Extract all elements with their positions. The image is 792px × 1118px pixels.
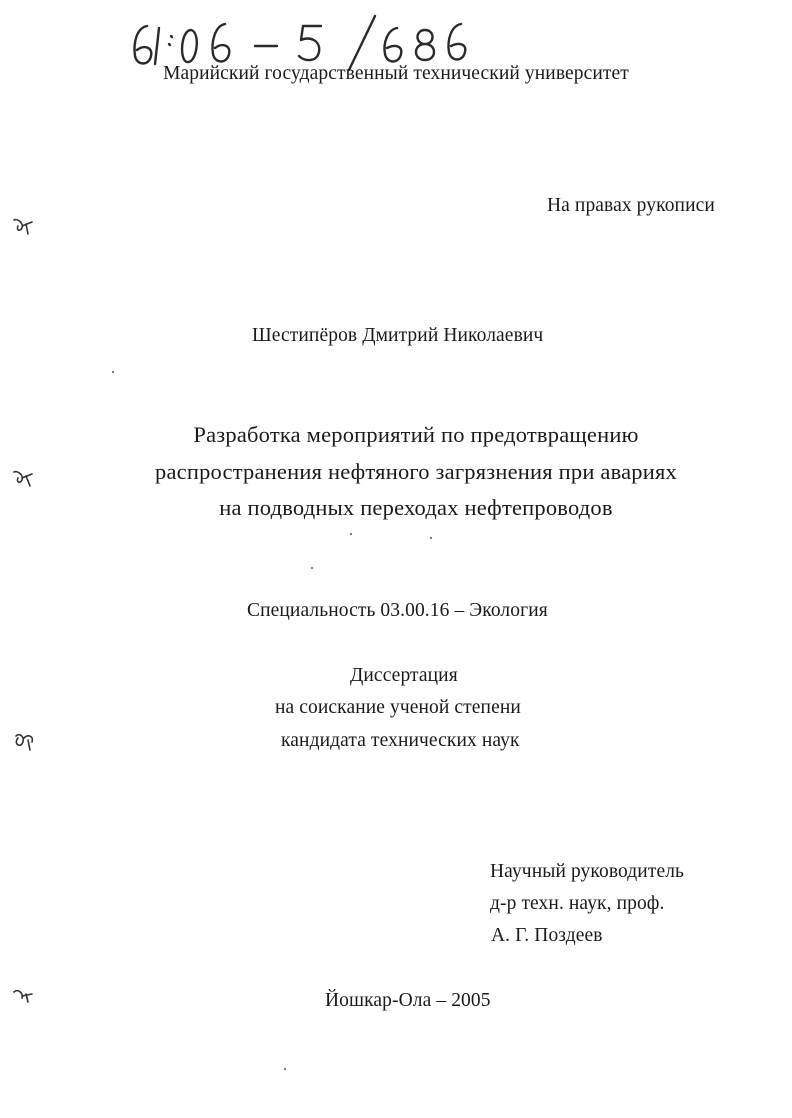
author-name: Шестипёров Дмитрий Николаевич xyxy=(252,325,544,346)
title-line-3: на подводных переходах нефтепроводов xyxy=(219,495,613,520)
margin-scan-mark xyxy=(8,984,38,1008)
advisor-line-2: д-р техн. наук, проф. xyxy=(490,893,665,914)
city-year: Йошкар-Ола – 2005 xyxy=(325,990,491,1011)
degree-line-2: на соискание ученой степени xyxy=(275,697,521,718)
university-name: Марийский государственный технический университет xyxy=(163,63,629,84)
scan-speck xyxy=(350,533,352,535)
specialty: Специальность 03.00.16 – Экология xyxy=(247,600,548,621)
degree-line-1: Диссертация xyxy=(350,665,458,686)
scan-speck xyxy=(112,371,114,373)
margin-scan-mark xyxy=(8,728,38,752)
rights-note: На правах рукописи xyxy=(547,195,715,216)
margin-scan-mark xyxy=(8,214,38,238)
degree-line-3: кандидата технических наук xyxy=(281,730,520,751)
scan-speck xyxy=(311,567,313,569)
margin-scan-mark xyxy=(8,466,38,490)
scan-speck xyxy=(430,537,432,539)
scan-speck xyxy=(284,1068,286,1070)
title-line-2: распространения нефтяного загрязнения при авариях xyxy=(155,459,677,484)
advisor-line-1: Научный руководитель xyxy=(490,861,685,882)
advisor-line-3: А. Г. Поздеев xyxy=(491,925,603,946)
title-line-1: Разработка мероприятий по предотвращению xyxy=(193,422,639,447)
